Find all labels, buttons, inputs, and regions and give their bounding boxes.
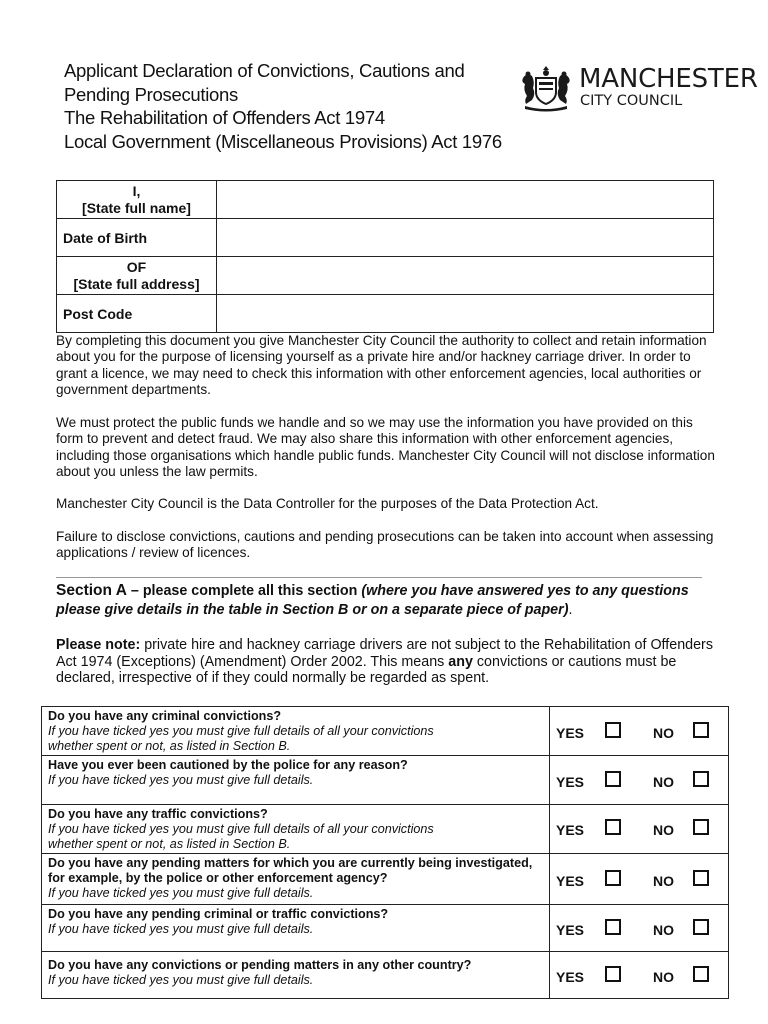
yes-checkbox[interactable] — [605, 966, 621, 982]
question-row — [42, 756, 729, 805]
no-checkbox[interactable] — [693, 771, 709, 787]
please-note-paragraph — [56, 637, 716, 687]
question-row — [42, 707, 729, 756]
question-text: Have you ever been cautioned by the police for any reason? — [48, 758, 408, 772]
yes-label: YES — [556, 968, 585, 985]
title-line: Applicant Declaration of Convictions, Cautions and — [64, 60, 465, 81]
no-checkbox[interactable] — [693, 722, 709, 738]
answer-cell — [550, 904, 729, 951]
fraud-prevention-paragraph — [56, 415, 716, 481]
full-name-label — [57, 181, 217, 219]
disclosure-warning-paragraph — [56, 529, 716, 562]
full-name-field[interactable] — [217, 181, 714, 219]
no-label: NO — [653, 822, 674, 838]
paragraph-text: Manchester City Council is the Data Controller for the purposes of the Data Protection Act. — [56, 496, 599, 511]
note-emphasis: any — [448, 653, 473, 670]
no-checkbox[interactable] — [693, 819, 709, 835]
yes-label: YES — [556, 822, 585, 838]
full-name-label-line2: [State full name] — [82, 199, 191, 216]
yes-label: YES — [556, 725, 585, 741]
question-row — [42, 853, 729, 904]
yes-checkbox[interactable] — [605, 771, 621, 787]
question-cell — [42, 951, 550, 998]
section-a-title: Section A — [56, 582, 127, 599]
no-label: NO — [653, 921, 674, 938]
question-hint: If you have ticked yes you must give full details of all your convictions — [48, 822, 434, 837]
answer-cell — [550, 951, 729, 998]
no-label: NO — [653, 774, 674, 790]
yes-label: YES — [556, 774, 585, 790]
note-label: Please note: — [56, 637, 141, 653]
yes-label: YES — [556, 872, 585, 889]
no-checkbox[interactable] — [693, 870, 709, 886]
question-hint: If you have ticked yes you must give full details. — [48, 773, 314, 788]
declaration-questions-table — [41, 706, 729, 999]
no-label: NO — [653, 968, 674, 985]
question-cell — [42, 904, 550, 951]
data-consent-paragraph — [56, 333, 716, 399]
section-a-italic-note: (where you have answered yes to any questions please give details in the table in Section B or on a separate piece of paper) — [56, 583, 689, 618]
yes-checkbox[interactable] — [605, 919, 621, 935]
no-label: NO — [653, 725, 674, 741]
section-a-heading — [56, 581, 716, 620]
no-checkbox[interactable] — [693, 966, 709, 982]
question-hint: If you have ticked yes you must give full details. — [48, 886, 314, 901]
applicant-details-table — [56, 180, 714, 333]
question-hint: If you have ticked yes you must give full details of all your convictions — [48, 724, 434, 739]
date-of-birth-field[interactable] — [217, 219, 714, 257]
no-checkbox[interactable] — [693, 919, 709, 935]
question-cell — [42, 805, 550, 854]
logo-subtitle: CITY COUNCIL — [580, 93, 683, 109]
post-code-field[interactable] — [217, 295, 714, 333]
answer-cell — [550, 805, 729, 854]
question-row — [42, 951, 729, 998]
data-controller-paragraph — [56, 496, 716, 512]
note-text: convictions or cautions must be declared, irrespective of if they could normally be regarded as spent. — [56, 653, 677, 687]
section-a-period: . — [568, 602, 573, 618]
title-line: Pending Prosecutions — [64, 83, 238, 105]
date-of-birth-label: Date of Birth — [57, 219, 217, 257]
question-text: Do you have any traffic convictions? — [48, 807, 268, 821]
question-text: Do you have any criminal convictions? — [48, 709, 282, 723]
question-cell — [42, 756, 550, 805]
yes-checkbox[interactable] — [605, 870, 621, 886]
answer-cell — [550, 756, 729, 805]
full-address-label-line1: OF — [126, 258, 147, 275]
paragraph-text: We must protect the public funds we handle and so we may use the information you have provided on this form to prevent and detect fraud. We may also share this information with other enforcement agencies, including those organisations which handle public funds. Manchester City Council will not disclose information about you unless the law permits. — [56, 415, 715, 480]
yes-checkbox[interactable] — [605, 722, 621, 738]
section-a-instruction: – please complete all this section — [126, 583, 362, 599]
question-text: Do you have any pending matters for which you are currently being investigated, for example, by the police or other enforcement agency? — [48, 855, 533, 885]
question-cell — [42, 707, 550, 756]
title-line: The Rehabilitation of Offenders Act 1974 — [64, 107, 385, 128]
question-hint: If you have ticked yes you must give full details. — [48, 921, 314, 936]
full-name-label-line1: I, — [132, 182, 141, 199]
answer-cell — [550, 707, 729, 756]
full-address-label — [57, 257, 217, 295]
paragraph-text: By completing this document you give Manchester City Council the authority to collect and retain information about you for the purpose of licensing yourself as a private hire and/or hackney carriage driver. In order to grant a licence, we may need to check this information with other enforcement agencies, local authorities or government departments. — [56, 333, 707, 398]
section-divider — [56, 577, 702, 578]
post-code-label: Post Code — [57, 295, 217, 333]
paragraph-text: Failure to disclose convictions, cautions and pending prosecutions can be taken into account when assessing applications / review of licences. — [56, 529, 714, 561]
question-hint: If you have ticked yes you must give full details. — [48, 972, 314, 987]
question-cell — [42, 853, 550, 904]
full-address-field[interactable] — [217, 257, 714, 295]
question-text: Do you have any pending criminal or traffic convictions? — [48, 906, 389, 921]
question-row — [42, 805, 729, 854]
yes-checkbox[interactable] — [605, 819, 621, 835]
yes-label: YES — [556, 921, 585, 938]
answer-cell — [550, 853, 729, 904]
form-title — [64, 59, 524, 153]
full-address-label-line2: [State full address] — [73, 275, 200, 292]
question-row — [42, 904, 729, 951]
no-label: NO — [653, 872, 674, 889]
question-text: Do you have any convictions or pending matters in any other country? — [48, 957, 472, 972]
council-logo — [519, 64, 758, 112]
question-hint: whether spent or not, as listed in Section B. — [48, 739, 291, 754]
note-text: private hire and hackney carriage drivers are not subject to the Rehabilitation of Offenders Act 1974 (Exceptions) (Amendment) Order 2002. This means — [56, 637, 713, 670]
coat-of-arms-icon — [519, 64, 573, 112]
title-line: Local Government (Miscellaneous Provisions) Act 1976 — [64, 130, 502, 152]
logo-name: MANCHESTER — [579, 64, 758, 94]
question-hint: whether spent or not, as listed in Section B. — [48, 837, 291, 852]
